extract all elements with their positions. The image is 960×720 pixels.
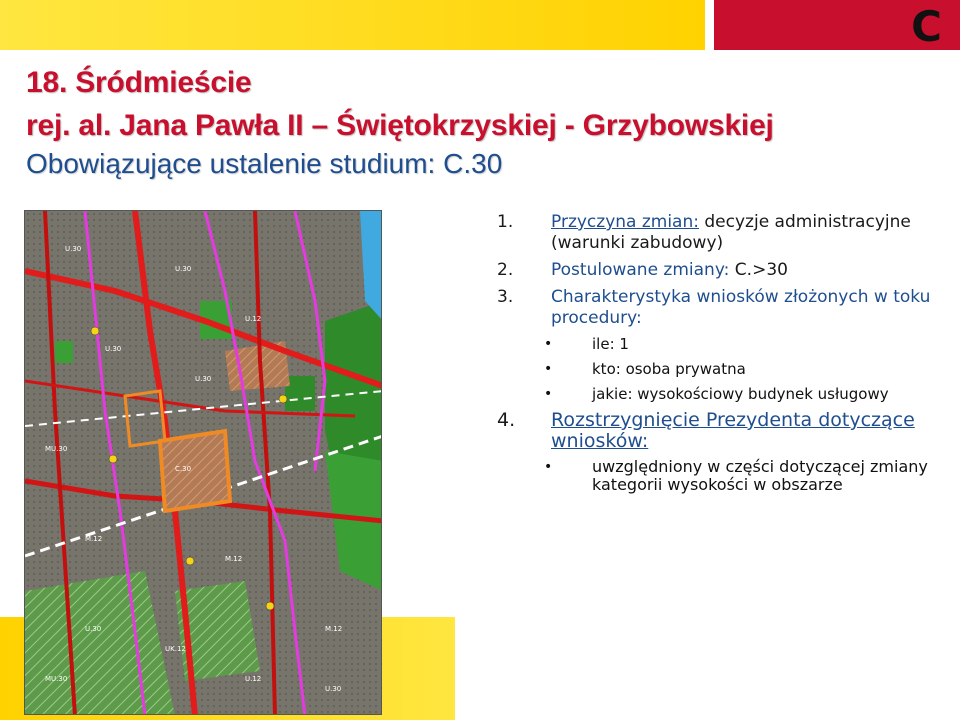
svg-text:UK.12: UK.12	[165, 645, 186, 653]
list-item-2: 2. Postulowane zmiany: C.>30	[497, 260, 788, 280]
list-item-1: 1. Przyczyna zmian: decyzje administracyjne (warunki zabudowy)	[497, 212, 911, 253]
svg-text:U.30: U.30	[65, 245, 82, 253]
study-area-main	[160, 431, 230, 511]
bullet-item: • uwzględniony w części dotyczącej zmiany kategorii wysokości w obszarze	[544, 457, 928, 494]
svg-text:U.12: U.12	[245, 675, 262, 683]
svg-text:U.30: U.30	[175, 265, 192, 273]
slide-title: 18. Śródmieście	[26, 66, 252, 99]
content-list	[497, 212, 947, 500]
item-key: Postulowane zmiany:	[551, 260, 730, 280]
list-item-3: 3. Charakterystyka wniosków złożonych w toku procedury:	[497, 287, 931, 328]
svg-text:U.12: U.12	[245, 315, 262, 323]
svg-text:M.12: M.12	[85, 535, 103, 543]
corner-letter: C	[911, 2, 942, 51]
svg-text:MU.30: MU.30	[45, 675, 68, 683]
item-key: Rozstrzygnięcie Prezydenta dotyczące wniosków:	[551, 409, 915, 452]
svg-text:U.30: U.30	[105, 345, 122, 353]
svg-text:M.12: M.12	[325, 625, 343, 633]
item-key: Przyczyna zmian:	[551, 212, 699, 232]
bullet-item: • kto: osoba prywatna	[544, 360, 746, 378]
list-item-4: 4. Rozstrzygnięcie Prezydenta dotyczące wniosków:	[497, 409, 915, 452]
svg-text:U.30: U.30	[325, 685, 342, 693]
svg-text:M.12: M.12	[225, 555, 243, 563]
slide-title-line2: rej. al. Jana Pawła II – Świętokrzyskiej - Grzybowskiej	[26, 109, 774, 142]
bullet-item: • ile: 1	[544, 335, 629, 353]
svg-text:U.30: U.30	[85, 625, 102, 633]
svg-text:U.30: U.30	[195, 375, 212, 383]
bullet-item: • jakie: wysokościowy budynek usługowy	[544, 385, 889, 403]
item-key: Charakterystyka wniosków złożonych w toku procedury:	[551, 287, 931, 328]
map-graphic	[25, 211, 382, 715]
svg-text:C.30: C.30	[175, 465, 192, 473]
corner-badge	[714, 0, 960, 50]
top-decor-bar	[0, 0, 705, 50]
zoning-map	[24, 210, 382, 715]
svg-text:MU.30: MU.30	[45, 445, 68, 453]
slide-subtitle: Obowiązujące ustalenie studium: C.30	[26, 148, 503, 179]
